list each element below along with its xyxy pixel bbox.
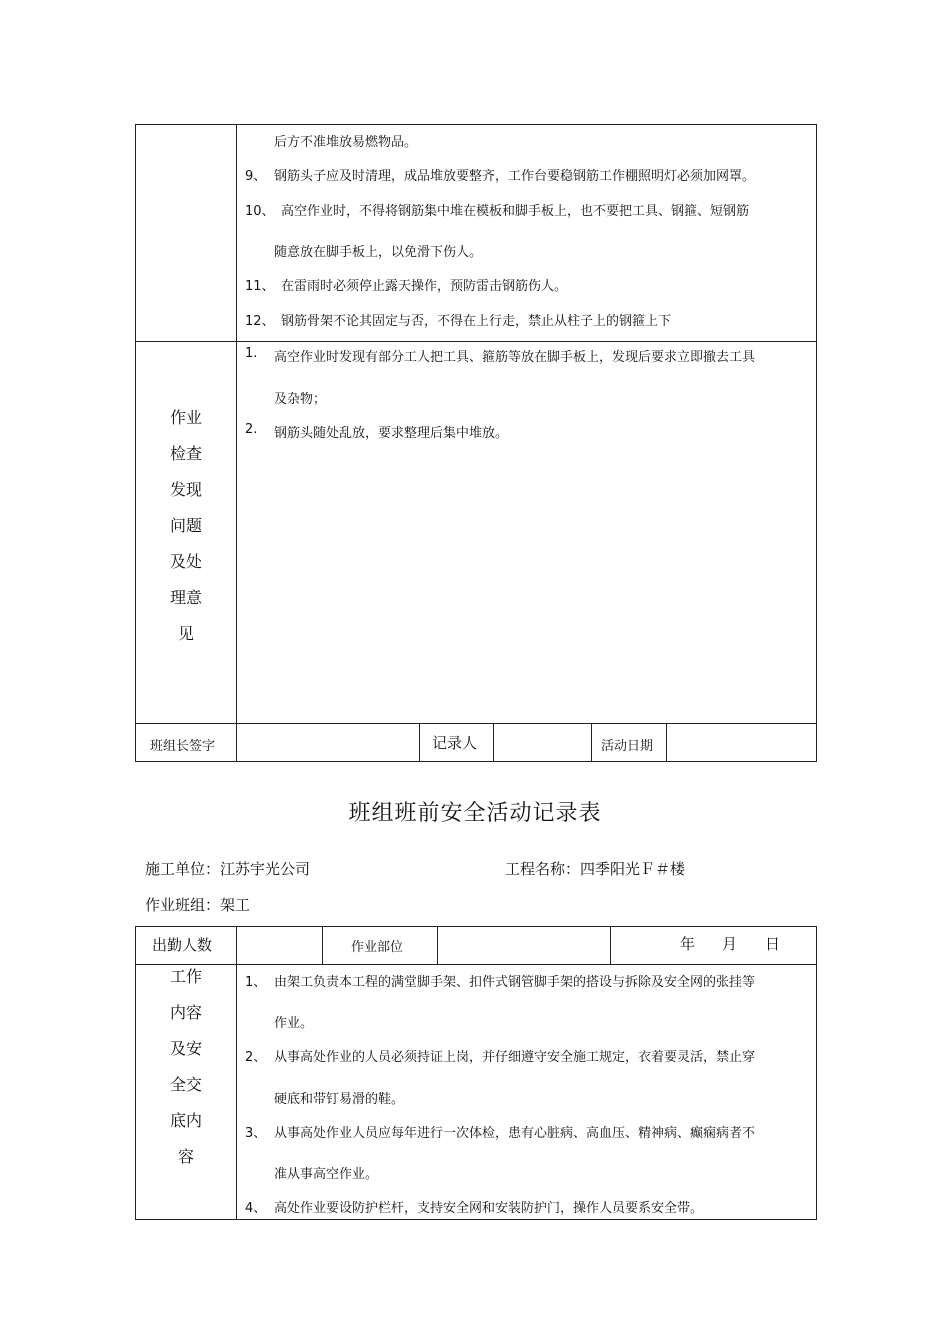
sign-label-cell: [136, 724, 237, 762]
date-value-cell[interactable]: [667, 724, 817, 762]
construction-unit: 施工单位：江苏宇光公司: [145, 860, 311, 878]
date-cell[interactable]: [611, 927, 817, 965]
sign-value-cell[interactable]: [237, 724, 420, 762]
work-content-cell: [237, 965, 817, 1220]
item-number: 12、: [245, 314, 275, 329]
work-line: 作业。: [274, 1016, 314, 1031]
item-number: 3、: [245, 1126, 267, 1141]
content-cell: [237, 125, 817, 342]
location-label: 作业部位: [351, 940, 404, 955]
content-label-cell: [136, 125, 237, 342]
item-number: 1、: [245, 975, 267, 990]
inspection-label-cell: [136, 342, 237, 724]
inspection-line: 高空作业时发现有部分工人把工具、箍筋等放在脚手板上，发现后要求立即撤去工具: [274, 350, 756, 365]
work-line: 从事高处作业人员应每年进行一次体检，患有心脏病、高血压、精神病、癫痫病者不: [274, 1126, 756, 1141]
item-number: 9、: [245, 169, 267, 184]
date-label-cell: [592, 724, 667, 762]
work-line: 准从事高空作业。: [274, 1167, 379, 1182]
work-line: 由架工负责本工程的满堂脚手架、扣件式钢管脚手架的搭设与拆除及安全网的张挂等: [274, 975, 756, 990]
recorder-value-cell[interactable]: [494, 724, 592, 762]
item-number: 4、: [245, 1201, 267, 1216]
item-number: 1.: [245, 346, 258, 361]
item-number: 2.: [245, 422, 258, 437]
work-line: 硬底和带钉易滑的鞋。: [274, 1092, 405, 1107]
work-line: 高处作业要设防护栏杆，支持安全网和安装防护门，操作人员要系安全带。: [274, 1201, 704, 1216]
location-label-cell: [323, 927, 438, 965]
content-line: 钢筋骨架不论其固定与否，不得在上行走，禁止从柱子上的钢箍上下: [281, 314, 672, 329]
inspection-label: 作业 检查 发现 问题 及处 理意 见: [169, 408, 202, 643]
work-label-cell: [136, 965, 237, 1220]
bottom-table: [135, 926, 817, 1220]
recorder-label: 记录人: [432, 734, 478, 752]
work-content-label: 工作 内容 及安 全交 底内 容: [169, 967, 202, 1166]
form-title: 班组班前安全活动记录表: [348, 801, 602, 826]
inspection-cell: [237, 342, 817, 724]
attendance-label: 出勤人数: [152, 936, 213, 954]
location-value-cell[interactable]: [438, 927, 611, 965]
item-number: 10、: [245, 204, 275, 219]
content-line: 在雷雨时必须停止露天操作，预防雷击钢筋伤人。: [281, 279, 568, 294]
item-number: 11、: [245, 279, 275, 294]
content-line: 后方不准堆放易燃物品。: [274, 135, 418, 150]
attendance-value-cell[interactable]: [237, 927, 323, 965]
work-team: 作业班组：架工: [145, 896, 251, 914]
recorder-label-cell: [420, 724, 494, 762]
project-name: 工程名称：四季阳光Ｆ＃楼: [505, 860, 686, 878]
work-line: 从事高处作业的人员必须持证上岗，并仔细遵守安全施工规定，衣着要灵活，禁止穿: [274, 1050, 756, 1065]
content-line: 随意放在脚手板上，以免滑下伤人。: [274, 245, 483, 260]
date-label: 活动日期: [601, 739, 654, 754]
sign-label: 班组长签字: [150, 739, 216, 754]
day-label: 日: [765, 935, 781, 953]
year-label: 年: [680, 935, 696, 953]
inspection-line: 钢筋头随处乱放，要求整理后集中堆放。: [274, 426, 509, 441]
item-number: 2、: [245, 1050, 267, 1065]
content-line: 钢筋头子应及时清理，成品堆放要整齐，工作台要稳钢筋工作棚照明灯必须加网罩。: [274, 169, 756, 184]
inspection-line: 及杂物；: [274, 392, 327, 407]
content-line: 高空作业时，不得将钢筋集中堆在模板和脚手板上，也不要把工具、钢箍、短钢筋: [281, 204, 750, 219]
top-table: [135, 124, 817, 762]
month-label: 月: [722, 935, 738, 953]
